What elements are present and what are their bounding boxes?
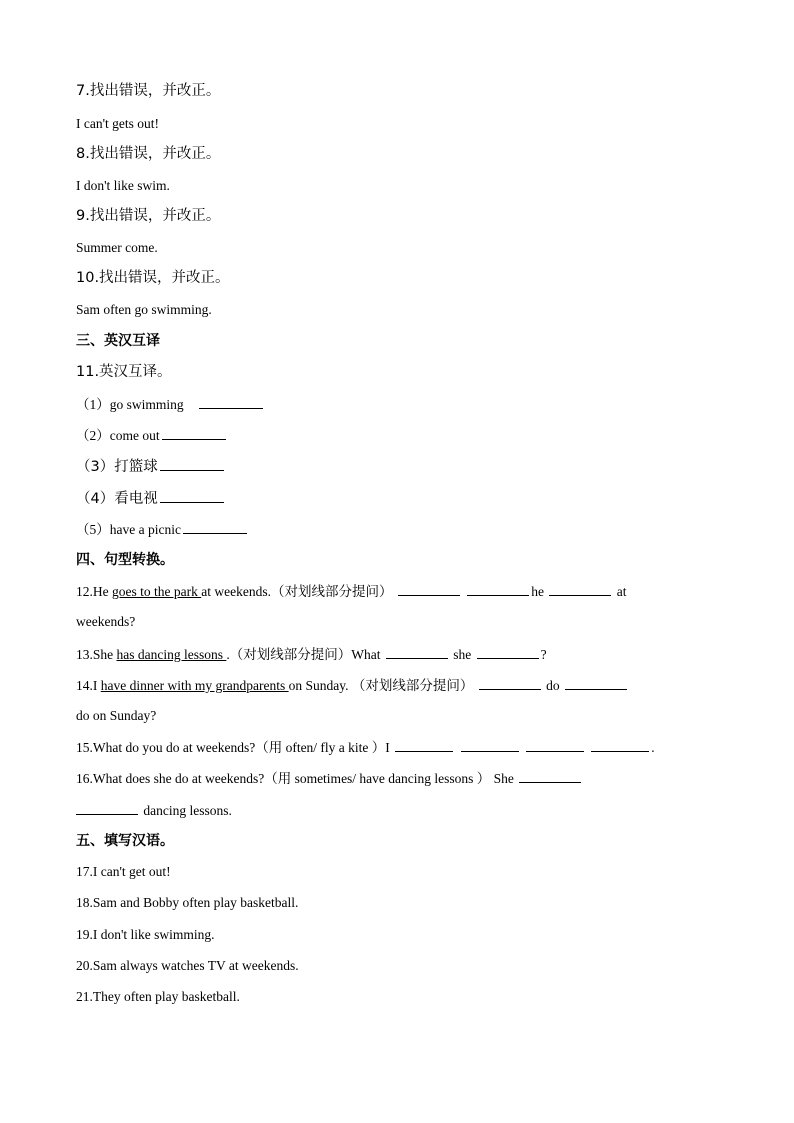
answer-blank[interactable] [398,581,460,596]
question-17: 17.I can't get out! [76,864,171,879]
question-9-sentence: Summer come. [76,240,158,255]
q13-mid: she [453,647,472,662]
q15-text: 15.What do you do at weekends?（用 often/ fly a kite ）I [76,740,390,755]
question-15 [76,737,718,758]
answer-blank[interactable] [467,581,529,596]
question-20: 20.Sam always watches TV at weekends. [76,958,299,973]
answer-blank[interactable] [526,737,584,752]
answer-blank[interactable] [160,456,224,471]
q14-mid: do [546,678,560,693]
q16-line2: dancing lessons. [143,803,232,818]
q13-pre: 13.She [76,647,117,662]
question-10-prompt: 10.找出错误，并改正。 [76,270,230,286]
q14-post: on Sunday. （对划线部分提问） [288,678,474,693]
translation-item-text: （1）go swimming [76,397,184,412]
q16-text: 16.What does she do at weekends?（用 sometimes/ have dancing lessons ） She [76,771,514,786]
answer-blank[interactable] [565,675,627,690]
q13-underlined: has dancing lessons [116,647,227,662]
question-21: 21.They often play basketball. [76,989,240,1004]
question-13 [76,644,718,665]
translation-item-text: （3）打篮球 [76,459,158,475]
translation-item-1 [76,394,718,415]
answer-blank[interactable] [386,644,448,659]
question-8-prompt: 8.找出错误，并改正。 [76,146,221,162]
answer-blank[interactable] [160,488,224,503]
translation-item-3 [76,456,718,477]
answer-blank[interactable] [479,675,541,690]
q12-underlined: goes to the park [112,584,202,599]
question-10-sentence: Sam often go swimming. [76,302,212,317]
q14-pre: 14.I [76,678,101,693]
q13-post: .（对划线部分提问）What [226,647,381,662]
section-4-heading: 四、句型转换。 [76,552,174,568]
translation-item-text: （4）看电视 [76,491,158,507]
translation-item-2 [76,425,718,446]
translation-item-text: （2）come out [76,428,160,443]
question-19: 19.I don't like swimming. [76,927,215,942]
translation-item-5 [76,519,718,540]
q13-tail: ? [540,647,547,662]
answer-blank[interactable] [549,581,611,596]
question-7-sentence: I can't gets out! [76,116,160,131]
answer-blank[interactable] [76,800,138,815]
question-7-prompt: 7.找出错误，并改正。 [76,83,221,99]
question-16 [76,768,718,789]
question-16-line2 [76,800,718,821]
question-12 [76,581,718,602]
question-12-line2: weekends? [76,614,136,629]
question-11-prompt: 11.英汉互译。 [76,364,172,380]
question-14 [76,675,718,696]
q14-underlined: have dinner with my grandparents [100,678,289,693]
answer-blank[interactable] [395,737,453,752]
answer-blank[interactable] [162,425,226,440]
q15-tail: . [651,740,655,755]
section-5-heading: 五、填写汉语。 [76,833,174,849]
answer-blank[interactable] [199,394,263,409]
section-3-heading: 三、英汉互译 [76,333,160,349]
question-14-line2: do on Sunday? [76,708,157,723]
translation-item-4 [76,488,718,509]
question-18: 18.Sam and Bobby often play basketball. [76,895,299,910]
q12-post: at weekends.（对划线部分提问） [201,584,393,599]
q12-tail: at [616,584,627,599]
translation-item-text: （5）have a picnic [76,522,181,537]
answer-blank[interactable] [461,737,519,752]
question-8-sentence: I don't like swim. [76,178,170,193]
answer-blank[interactable] [591,737,649,752]
q12-mid: he [531,584,544,599]
question-9-prompt: 9.找出错误，并改正。 [76,208,221,224]
answer-blank[interactable] [477,644,539,659]
q12-pre: 12.He [76,584,112,599]
answer-blank[interactable] [183,519,247,534]
answer-blank[interactable] [519,768,581,783]
